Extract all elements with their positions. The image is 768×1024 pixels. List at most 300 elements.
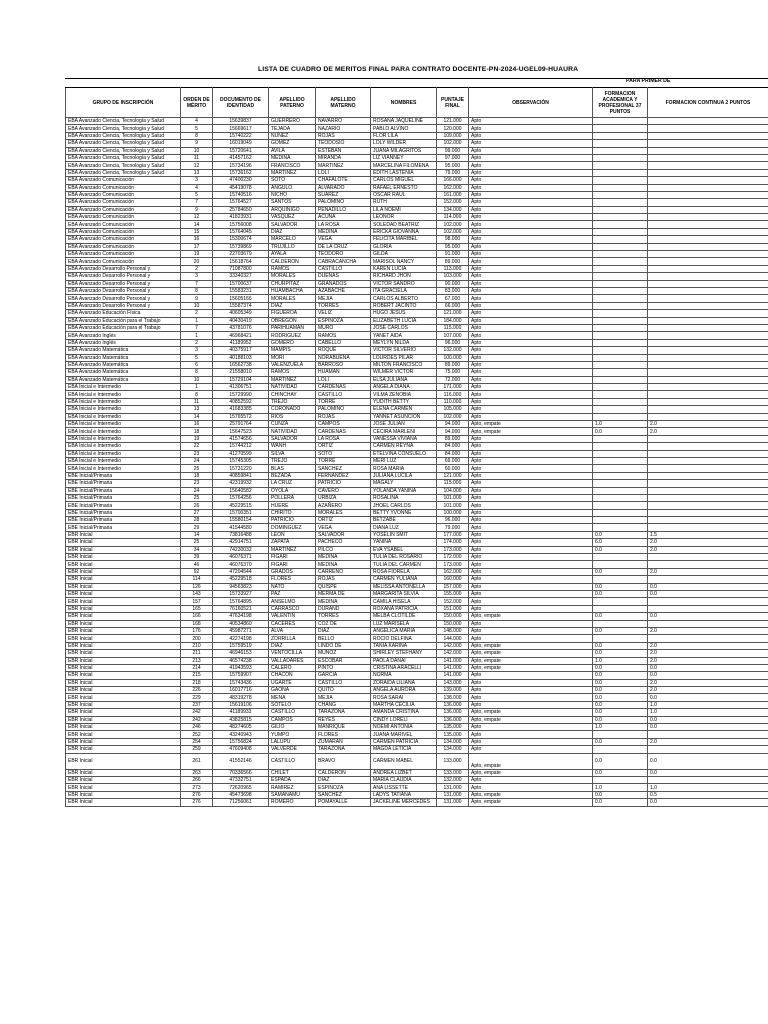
cell-group: EBA Avanzado Matemática: [66, 369, 181, 376]
cell-continuing-training: 0.0: [648, 753, 768, 769]
table-row: [66, 221, 768, 228]
cell-names: BETZABE: [371, 517, 437, 524]
cell-score: 136.000: [437, 701, 469, 708]
cell-academic-training: [593, 746, 648, 753]
cell-paternal-surname: ZORRILLA: [269, 635, 316, 642]
cell-document: 15700637: [213, 280, 269, 287]
cell-continuing-training: [648, 140, 768, 147]
cell-maternal-surname: ESPINOZA: [316, 784, 371, 791]
cell-maternal-surname: CARREÑO: [316, 568, 371, 575]
cell-maternal-surname: PATRICIO: [316, 480, 371, 487]
cell-observation: Apto: [469, 169, 593, 176]
cell-score: 148.000: [437, 627, 469, 634]
cell-names: JULIANA LUCILA: [371, 472, 437, 479]
cell-score: 107.000: [437, 332, 469, 339]
cell-group: EBA Avanzado Comunicación: [66, 243, 181, 250]
cell-continuing-training: [648, 413, 768, 420]
cell-academic-training: [593, 214, 648, 221]
table-row: [66, 679, 768, 686]
cell-group: EBA Avanzado Desarrollo Personal y: [66, 295, 181, 302]
cell-document: 45419078: [213, 184, 269, 191]
table-row: [66, 324, 768, 331]
table-row: [66, 605, 768, 612]
cell-document: 71087800: [213, 265, 269, 272]
cell-paternal-surname: SAMANAMU: [269, 791, 316, 798]
cell-academic-training: [593, 273, 648, 280]
cell-academic-training: [593, 118, 648, 125]
cell-document: 46946153: [213, 650, 269, 657]
cell-paternal-surname: HUAMBACHA: [269, 287, 316, 294]
table-row: [66, 576, 768, 583]
cell-document: 15720641: [213, 147, 269, 154]
cell-observation: Apto: [469, 539, 593, 546]
cell-academic-training: [593, 376, 648, 383]
cell-academic-training: 0.0: [593, 568, 648, 575]
cell-group: EBE Inicial/Primaria: [66, 517, 181, 524]
cell-document: 46076371: [213, 554, 269, 561]
table-row: [66, 591, 768, 598]
cell-continuing-training: [648, 465, 768, 472]
cell-maternal-surname: MEJIA: [316, 694, 371, 701]
cell-group: EBA Avanzado Comunicación: [66, 184, 181, 191]
cell-document: 15618764: [213, 258, 269, 265]
table-row: [66, 228, 768, 235]
cell-maternal-surname: MEDINA: [316, 228, 371, 235]
cell-paternal-surname: AVILA: [269, 147, 316, 154]
cell-academic-training: [593, 280, 648, 287]
cell-continuing-training: [648, 731, 768, 738]
cell-continuing-training: [648, 317, 768, 324]
cell-maternal-surname: AZAÑERO: [316, 502, 371, 509]
cell-document: 15300674: [213, 236, 269, 243]
cell-document: 94563823: [213, 583, 269, 590]
cell-continuing-training: [648, 561, 768, 568]
cell-paternal-surname: ZAPATA: [269, 539, 316, 546]
cell-names: CARMEN REYNA: [371, 443, 437, 450]
cell-academic-training: 0.0: [593, 701, 648, 708]
cell-observation: Apto: [469, 273, 593, 280]
cell-academic-training: [593, 465, 648, 472]
cell-academic-training: [593, 140, 648, 147]
cell-paternal-surname: SOTELO: [269, 701, 316, 708]
cell-maternal-surname: TARAZONA: [316, 709, 371, 716]
cell-continuing-training: 0.0: [648, 799, 768, 806]
cell-observation: Apto: [469, 177, 593, 184]
cell-academic-training: [593, 206, 648, 213]
cell-continuing-training: 0.0: [648, 583, 768, 590]
cell-group: EBR Inicial: [66, 583, 181, 590]
cell-group: EBA Avanzado Ciencia, Tecnología y Salud: [66, 140, 181, 147]
cell-continuing-training: [648, 376, 768, 383]
cell-paternal-surname: SOTO: [269, 177, 316, 184]
cell-order: 13: [181, 406, 213, 413]
table-row: [66, 236, 768, 243]
cell-order: 12: [181, 162, 213, 169]
cell-score: 134.000: [437, 206, 469, 213]
table-row: [66, 746, 768, 753]
cell-names: OSCAR RAUL: [371, 191, 437, 198]
cell-score: 115.000: [437, 324, 469, 331]
cell-names: JOSE JULIAN: [371, 421, 437, 428]
cell-score: 157.000: [437, 583, 469, 590]
cell-group: EBA Avanzado Educación Física: [66, 310, 181, 317]
table-header-row: [66, 88, 768, 118]
cell-maternal-surname: PALOMINO: [316, 406, 371, 413]
cell-observation: Apto: [469, 694, 593, 701]
cell-observation: Apto: [469, 376, 593, 383]
cell-score: 102.000: [437, 413, 469, 420]
cell-names: MARIA CLAUDIA: [371, 776, 437, 783]
cell-score: 94.000: [437, 421, 469, 428]
cell-names: CARMEN YULIANA: [371, 576, 437, 583]
cell-maternal-surname: SANCHEZ: [316, 465, 371, 472]
cell-paternal-surname: MAMPIS: [269, 347, 316, 354]
cell-academic-training: 0.0: [593, 583, 648, 590]
table-row: [66, 118, 768, 125]
cell-score: 141.000: [437, 664, 469, 671]
cell-continuing-training: [648, 384, 768, 391]
cell-names: CECIRA MARLENI: [371, 428, 437, 435]
header-document: DOCUMENTO DE IDENTIDAD: [213, 88, 269, 118]
table-row: [66, 184, 768, 191]
cell-paternal-surname: NATIVIDAD: [269, 428, 316, 435]
cell-document: 15764895: [213, 598, 269, 605]
cell-maternal-surname: CAVERO: [316, 487, 371, 494]
cell-score: 67.000: [437, 295, 469, 302]
cell-observation: Apto: [469, 154, 593, 161]
table-row: [66, 613, 768, 620]
cell-document: 15756008: [213, 221, 269, 228]
cell-group: EBR Inicial: [66, 591, 181, 598]
cell-academic-training: [593, 509, 648, 516]
cell-group: EBA Inicial e Intermedio: [66, 384, 181, 391]
cell-score: 150.000: [437, 613, 469, 620]
cell-academic-training: [593, 361, 648, 368]
cell-document: 41823931: [213, 214, 269, 221]
cell-names: TULIA DEL CARMEN: [371, 561, 437, 568]
cell-order: 18: [181, 472, 213, 479]
cell-group: EBE Inicial/Primaria: [66, 494, 181, 501]
cell-group: EBA Avanzado Inglés: [66, 332, 181, 339]
cell-maternal-surname: PINTO: [316, 664, 371, 671]
cell-academic-training: [593, 295, 648, 302]
table-row: [66, 369, 768, 376]
cell-names: EVA YSABEL: [371, 546, 437, 553]
cell-continuing-training: 0.0: [648, 664, 768, 671]
cell-academic-training: [593, 221, 648, 228]
cell-document: 16017716: [213, 687, 269, 694]
cell-paternal-surname: VALVERDE: [269, 746, 316, 753]
cell-continuing-training: 1.0: [648, 709, 768, 716]
cell-maternal-surname: ROJAS: [316, 413, 371, 420]
cell-maternal-surname: DE LA CRUZ: [316, 243, 371, 250]
cell-academic-training: [593, 398, 648, 405]
cell-academic-training: [593, 251, 648, 258]
cell-order: 3: [181, 273, 213, 280]
table-row: [66, 450, 768, 457]
cell-observation: Apto: [469, 280, 593, 287]
cell-order: 14: [181, 531, 213, 538]
cell-observation: Apto: [469, 369, 593, 376]
table-row: [66, 539, 768, 546]
cell-academic-training: [593, 125, 648, 132]
cell-group: EBA Avanzado Educación para el Trabajo: [66, 317, 181, 324]
cell-names: MILTON FRANCISCO: [371, 361, 437, 368]
cell-score: 113.000: [437, 265, 469, 272]
cell-names: MERI LUZ: [371, 457, 437, 464]
cell-document: 15765572: [213, 413, 269, 420]
cell-group: EBE Inicial/Primaria: [66, 524, 181, 531]
cell-continuing-training: [648, 169, 768, 176]
table-row: [66, 776, 768, 783]
cell-names: LILA NOEMI: [371, 206, 437, 213]
cell-group: EBR Inicial: [66, 738, 181, 745]
table-row: [66, 273, 768, 280]
cell-maternal-surname: PILCO: [316, 546, 371, 553]
cell-paternal-surname: CACERES: [269, 620, 316, 627]
cell-group: EBA Inicial e Intermedio: [66, 413, 181, 420]
cell-observation: Apto: [469, 746, 593, 753]
cell-observation: Apto: [469, 561, 593, 568]
cell-paternal-surname: CUNZA: [269, 421, 316, 428]
cell-names: RUTH: [371, 199, 437, 206]
cell-order: 22: [181, 443, 213, 450]
cell-group: EBE Inicial/Primaria: [66, 480, 181, 487]
cell-academic-training: [593, 443, 648, 450]
cell-paternal-surname: MORI: [269, 354, 316, 361]
cell-maternal-surname: CHAFALOTE: [316, 177, 371, 184]
cell-academic-training: [593, 776, 648, 783]
table-row: [66, 384, 768, 391]
cell-group: EBA Avanzado Comunicación: [66, 214, 181, 221]
cell-academic-training: 0.0: [593, 799, 648, 806]
cell-academic-training: 0.0: [593, 531, 648, 538]
cell-observation: Apto, empate: [469, 421, 593, 428]
cell-continuing-training: [648, 302, 768, 309]
cell-document: 15733927: [213, 591, 269, 598]
cell-order: 8: [181, 391, 213, 398]
cell-observation: Apto: [469, 487, 593, 494]
cell-observation: Apto: [469, 576, 593, 583]
cell-observation: Apto: [469, 310, 593, 317]
cell-observation: Apto: [469, 265, 593, 272]
cell-order: 246: [181, 724, 213, 731]
cell-document: 43781076: [213, 324, 269, 331]
cell-paternal-surname: CHILET: [269, 769, 316, 776]
cell-observation: Apto: [469, 287, 593, 294]
cell-maternal-surname: LA ROSA: [316, 221, 371, 228]
cell-observation: Apto: [469, 620, 593, 627]
cell-document: 15605166: [213, 295, 269, 302]
cell-paternal-surname: MARTINEZ: [269, 546, 316, 553]
cell-maternal-surname: LOLI: [316, 169, 371, 176]
cell-group: EBA Avanzado Comunicación: [66, 199, 181, 206]
cell-document: 16019049: [213, 140, 269, 147]
cell-academic-training: 0.0: [593, 738, 648, 745]
cell-names: LIZ VIANNEY: [371, 154, 437, 161]
cell-names: YANINA: [371, 539, 437, 546]
cell-maternal-surname: SALVADOR: [316, 531, 371, 538]
cell-maternal-surname: TORRES: [316, 613, 371, 620]
cell-paternal-surname: RAMOS: [269, 265, 316, 272]
cell-group: EBA Avanzado Matemática: [66, 354, 181, 361]
cell-continuing-training: 2.0: [648, 642, 768, 649]
table-row: [66, 509, 768, 516]
cell-names: NORMA: [371, 672, 437, 679]
cell-academic-training: [593, 347, 648, 354]
cell-continuing-training: 2.0: [648, 650, 768, 657]
cell-document: 15764045: [213, 228, 269, 235]
cell-continuing-training: [648, 347, 768, 354]
cell-order: 237: [181, 701, 213, 708]
table-row: [66, 214, 768, 221]
cell-document: 40534860: [213, 620, 269, 627]
cell-observation: Apto: [469, 701, 593, 708]
cell-order: 143: [181, 591, 213, 598]
cell-order: 259: [181, 746, 213, 753]
cell-score: 79.000: [437, 524, 469, 531]
cell-group: EBR Inicial: [66, 635, 181, 642]
cell-group: EBR Inicial: [66, 746, 181, 753]
cell-document: 47634198: [213, 613, 269, 620]
cell-names: ROSA MARIA: [371, 465, 437, 472]
cell-document: 43825815: [213, 716, 269, 723]
table-row: [66, 132, 768, 139]
cell-continuing-training: [648, 776, 768, 783]
cell-score: 110.000: [437, 398, 469, 405]
cell-score: 96.000: [437, 517, 469, 524]
table-row: [66, 502, 768, 509]
cell-paternal-surname: GILIO: [269, 724, 316, 731]
cell-score: 152.000: [437, 199, 469, 206]
cell-order: 34: [181, 546, 213, 553]
cell-academic-training: [593, 435, 648, 442]
cell-continuing-training: [648, 605, 768, 612]
cell-continuing-training: [648, 480, 768, 487]
cell-continuing-training: [648, 524, 768, 531]
cell-order: 9: [181, 206, 213, 213]
cell-score: 99.000: [437, 147, 469, 154]
cell-document: 25791764: [213, 421, 269, 428]
cell-document: 74230032: [213, 546, 269, 553]
cell-paternal-surname: TRUJILLO: [269, 243, 316, 250]
cell-document: 45229518: [213, 576, 269, 583]
cell-document: 47332751: [213, 776, 269, 783]
cell-observation: Apto: [469, 672, 593, 679]
cell-maternal-surname: VELIZ: [316, 310, 371, 317]
cell-order: 5: [181, 191, 213, 198]
cell-continuing-training: 0.5: [648, 791, 768, 798]
cell-score: 141.000: [437, 672, 469, 679]
cell-score: 94.000: [437, 428, 469, 435]
table-row: [66, 687, 768, 694]
cell-order: 29: [181, 524, 213, 531]
cell-score: 100.000: [437, 509, 469, 516]
table-row: [66, 753, 768, 769]
cell-maternal-surname: MANRIQUE: [316, 724, 371, 731]
cell-score: 90.000: [437, 280, 469, 287]
cell-document: 15756824: [213, 738, 269, 745]
cell-maternal-surname: AZABACHE: [316, 287, 371, 294]
cell-names: MARCELINA FILOMENA: [371, 162, 437, 169]
cell-group: EBA Avanzado Matemática: [66, 376, 181, 383]
cell-maternal-surname: GARCIA: [316, 672, 371, 679]
cell-names: SOLEDAD BEATRIZ: [371, 221, 437, 228]
table-row: [66, 391, 768, 398]
cell-score: 83.000: [437, 287, 469, 294]
cell-paternal-surname: ESPADA: [269, 776, 316, 783]
cell-group: EBA Inicial e Intermedio: [66, 465, 181, 472]
cell-paternal-surname: YUMPO: [269, 731, 316, 738]
cell-group: EBA Inicial e Intermedio: [66, 391, 181, 398]
cell-academic-training: [593, 524, 648, 531]
cell-names: CARMEN PATRICIA: [371, 738, 437, 745]
cell-continuing-training: [648, 154, 768, 161]
cell-maternal-surname: HUAMAN: [316, 369, 371, 376]
cell-order: 14: [181, 221, 213, 228]
cell-order: 261: [181, 753, 213, 769]
cell-names: LUZ MARISELA: [371, 620, 437, 627]
cell-observation: Apto, empate: [469, 709, 593, 716]
cell-observation: Apto, empate: [469, 613, 593, 620]
cell-paternal-surname: LEON: [269, 531, 316, 538]
cell-order: 7: [181, 280, 213, 287]
cell-document: 40605349: [213, 310, 269, 317]
cell-order: 25: [181, 539, 213, 546]
cell-group: EBR Inicial: [66, 561, 181, 568]
cell-order: 8: [181, 132, 213, 139]
cell-document: 15744212: [213, 443, 269, 450]
cell-document: 45473698: [213, 791, 269, 798]
cell-observation: Apto: [469, 546, 593, 553]
cell-observation: Apto: [469, 398, 593, 405]
header-maternal-surname: APELLIDO MATERNO: [316, 88, 371, 118]
table-row: [66, 657, 768, 664]
cell-paternal-surname: CASTILLO: [269, 709, 316, 716]
cell-group: EBA Avanzado Comunicación: [66, 251, 181, 258]
cell-order: 126: [181, 583, 213, 590]
cell-score: 134.000: [437, 746, 469, 753]
cell-order: 9: [181, 295, 213, 302]
cell-document: 40859841: [213, 472, 269, 479]
cell-names: RAFAEL ERNESTO: [371, 184, 437, 191]
cell-document: 15640582: [213, 487, 269, 494]
table-row: [66, 435, 768, 442]
cell-paternal-surname: FLORES: [269, 576, 316, 583]
cell-group: EBA Avanzado Ciencia, Tecnología y Salud: [66, 154, 181, 161]
cell-order: 7: [181, 324, 213, 331]
cell-order: 23: [181, 480, 213, 487]
cell-observation: Apto, empate: [469, 799, 593, 806]
cell-group: EBR Inicial: [66, 694, 181, 701]
cell-continuing-training: [648, 199, 768, 206]
cell-document: 48319278: [213, 694, 269, 701]
cell-paternal-surname: NICHO: [269, 191, 316, 198]
cell-document: 42914751: [213, 539, 269, 546]
cell-observation: Apto: [469, 524, 593, 531]
cell-order: 24: [181, 457, 213, 464]
cell-group: EBR Inicial: [66, 753, 181, 769]
cell-academic-training: 1.0: [593, 421, 648, 428]
cell-document: 21558010: [213, 369, 269, 376]
cell-observation: Apto: [469, 635, 593, 642]
cell-continuing-training: [648, 332, 768, 339]
cell-group: EBR Inicial: [66, 664, 181, 671]
header-paternal-surname: APELLIDO PATERNO: [269, 88, 316, 118]
cell-maternal-surname: BARROSO: [316, 361, 371, 368]
cell-order: 16: [181, 236, 213, 243]
cell-paternal-surname: TREJO: [269, 457, 316, 464]
